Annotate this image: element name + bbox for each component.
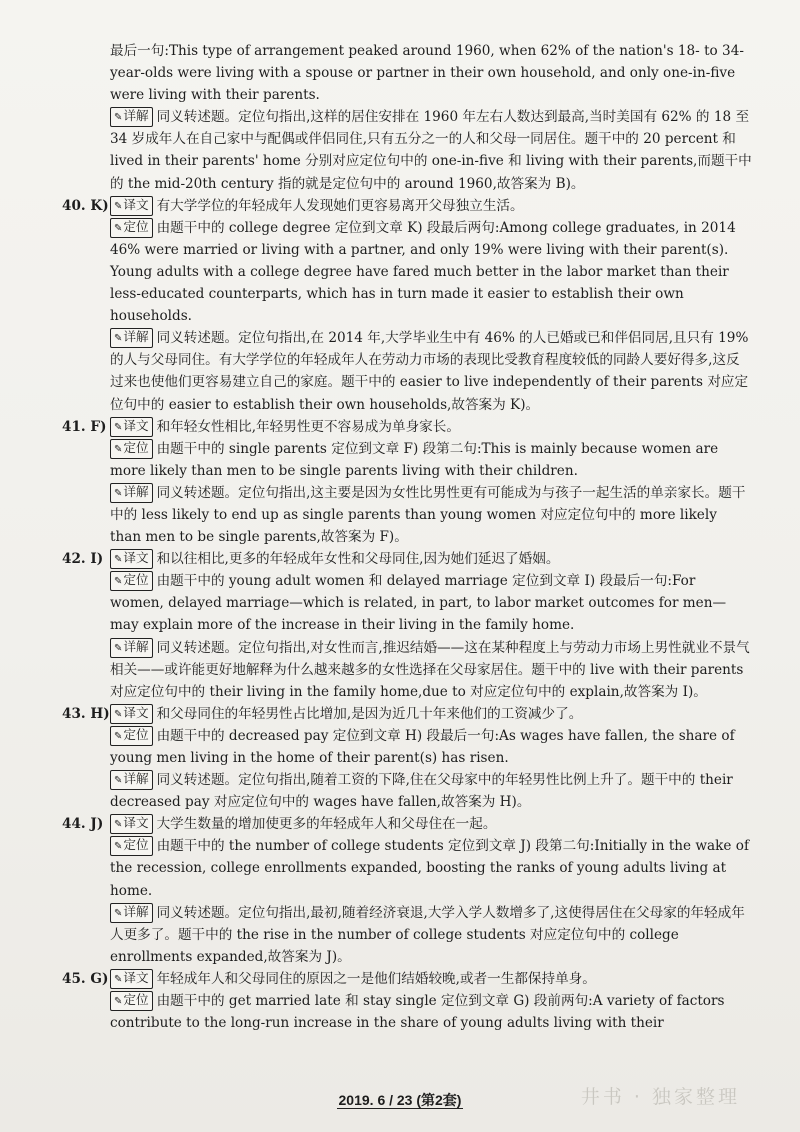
pen-icon: ✎ — [114, 841, 123, 853]
answer-entry-43 — [62, 703, 752, 813]
page-content — [62, 40, 752, 1034]
locate-tag: ✎定位 — [110, 836, 153, 856]
question-number: 44. J) — [62, 816, 104, 833]
pen-icon: ✎ — [114, 973, 123, 985]
locate-text: 由题干中的 get married late 和 stay single 定位到文章 G) 段前两句:A variety of factors contribute to the long-run increase in the share of young adults living with their — [110, 993, 725, 1032]
explain-tag: ✎详解 — [110, 107, 153, 127]
translation-text: 和以往相比,更多的年轻成年女性和父母同住,因为她们延迟了婚姻。 — [156, 551, 560, 568]
explain-tag: ✎详解 — [110, 328, 153, 348]
explain-text: 同义转述题。定位句指出,在 2014 年,大学毕业生中有 46% 的人已婚或已和伴侣同居,且只有 19% 的人与父母同住。有大学学位的年轻成年人在劳动力市场的表现比受教育程度较低的同龄人要好得多,这反过来也使他们更容易建立自己的家庭。题干中的 easier to live independently of their parents 对应定位句中的 easier to establish their own households,故答案为 K)。 — [110, 330, 749, 413]
question-number: 42. I) — [62, 551, 104, 568]
pen-icon: ✎ — [114, 708, 123, 720]
locate-text: 由题干中的 decreased pay 定位到文章 H) 段最后一句:As wages have fallen, the share of young men living in the home of their parent(s) has risen. — [110, 727, 735, 766]
explain-text: 同义转述题。定位句指出,随着工资的下降,住在父母家中的年轻男性比例上升了。题干中的 their decreased pay 对应定位句中的 wages have fallen,故答案为 H)。 — [110, 772, 733, 811]
translation-tag: ✎译文 — [110, 969, 153, 989]
translation-block — [110, 195, 752, 217]
answer-entry-44 — [62, 813, 752, 968]
explain-block — [110, 637, 752, 703]
pen-icon: ✎ — [114, 819, 123, 831]
explain-tag: ✎详解 — [110, 638, 153, 658]
translation-tag: ✎译文 — [110, 704, 153, 724]
pen-icon: ✎ — [114, 421, 123, 433]
translation-text: 和年轻女性相比,年轻男性更不容易成为单身家长。 — [156, 418, 460, 435]
explain-text: 同义转述题。定位句指出,这主要是因为女性比男性更有可能成为与孩子一起生活的单亲家长。题干中的 less likely to end up as single parents than young women 对应定位句中的 more likely than men to be single parents,故答案为 F)。 — [110, 484, 746, 546]
explain-block — [110, 106, 752, 194]
locate-text: 由题干中的 college degree 定位到文章 K) 段最后两句:Among college graduates, in 2014 46% were married or living with a partner, and only 19% were living with their parent(s). Young adults with a college degree have fared much better in the labor market than their less-educated counterparts, which has in turn made it easier to establish their own households. — [110, 219, 736, 325]
question-number: 45. G) — [62, 970, 109, 987]
explain-block — [110, 902, 752, 968]
locate-tag: ✎定位 — [110, 218, 153, 238]
translation-block — [110, 968, 752, 990]
pen-icon: ✎ — [114, 443, 123, 455]
locate-text: 由题干中的 the number of college students 定位到文章 J) 段第二句:Initially in the wake of the recession, college enrollments expanded, boosting the ranks of young adults living at home. — [110, 838, 749, 899]
locate-block — [110, 725, 752, 769]
locate-text: 由题干中的 single parents 定位到文章 F) 段第二句:This is mainly because women are more likely than men to be single parents living with their children. — [110, 440, 719, 479]
explain-block — [110, 327, 752, 415]
translation-block — [110, 548, 752, 570]
translation-tag: ✎译文 — [110, 196, 153, 216]
question-number: 40. K) — [62, 197, 109, 214]
pen-icon: ✎ — [114, 775, 123, 787]
pen-icon: ✎ — [114, 487, 123, 499]
footer-page-number: 2019. 6 / 23 (第2套) — [338, 1092, 462, 1108]
answer-entry-42 — [62, 548, 752, 703]
translation-tag: ✎译文 — [110, 417, 153, 437]
explain-text: 同义转述题。定位句指出,这样的居住安排在 1960 年左右人数达到最高,当时美国有 62% 的 18 至 34 岁成年人在自己家中与配偶或伴侣同住,只有五分之一的人和父母一同居住。题干中的 20 percent 和 lived in their parents' home 分别对应定位句中的 one-in-five 和 living with their parents,而题干中的 the mid-20th century 指的就是定位句中的 around 1960,故答案为 B)。 — [110, 109, 752, 192]
locate-text: 由题干中的 young adult women 和 delayed marriage 定位到文章 I) 段最后一句:For women, delayed marriage—which is related, in part, to labor market outcomes for men—may explain more of the increase in their living in the family home. — [110, 573, 727, 634]
translation-text: 大学生数量的增加使更多的年轻成年人和父母住在一起。 — [156, 816, 497, 833]
question-number: 41. F) — [62, 418, 107, 435]
pen-icon: ✎ — [114, 222, 123, 234]
locate-block — [110, 217, 752, 327]
explain-text: 同义转述题。定位句指出,最初,随着经济衰退,大学入学人数增多了,这使得居住在父母家的年轻成年人更多了。题干中的 the rise in the number of college students 对应定位句中的 college enrollments expanded,故答案为 J)。 — [110, 904, 745, 965]
explain-text: 同义转述题。定位句指出,对女性而言,推迟结婚——这在某种程度上与劳动力市场上男性就业不景气相关——或许能更好地解释为什么越来越多的女性选择在父母家居住。题干中的 live with their parents 对应定位句中的 their living in the family home,due to 对应定位句中的 explain,故答案为 I)。 — [110, 639, 750, 700]
explain-block — [110, 769, 752, 813]
pen-icon: ✎ — [114, 200, 123, 212]
locate-tag: ✎定位 — [110, 571, 153, 591]
translation-block — [110, 813, 752, 835]
pen-icon: ✎ — [114, 907, 123, 919]
translation-text: 和父母同住的年轻男性占比增加,是因为近几十年来他们的工资减少了。 — [156, 705, 583, 722]
translation-tag: ✎译文 — [110, 814, 153, 834]
translation-tag: ✎译文 — [110, 549, 153, 569]
locate-tag: ✎定位 — [110, 991, 153, 1011]
explain-tag: ✎详解 — [110, 903, 153, 923]
locate-tag: ✎定位 — [110, 439, 153, 459]
locate-block — [110, 990, 752, 1034]
locate-tag: ✎定位 — [110, 726, 153, 746]
translation-block — [110, 416, 752, 438]
pen-icon: ✎ — [114, 333, 123, 345]
explain-tag: ✎详解 — [110, 770, 153, 790]
question-number: 43. H) — [62, 705, 110, 722]
translation-text: 有大学学位的年轻成年人发现她们更容易离开父母独立生活。 — [156, 197, 524, 214]
explain-tag: ✎详解 — [110, 483, 153, 503]
pen-icon: ✎ — [114, 554, 123, 566]
answer-entry-45 — [62, 968, 752, 1034]
answer-entry-40 — [62, 195, 752, 416]
pen-icon: ✎ — [114, 642, 123, 654]
locate-block — [110, 438, 752, 482]
translation-block — [110, 703, 752, 725]
explain-block — [110, 482, 752, 548]
pen-icon: ✎ — [114, 996, 123, 1008]
locate-block — [110, 570, 752, 636]
locate-block — [110, 835, 752, 901]
watermark: 井书 · 独家整理 — [580, 1086, 740, 1108]
translation-text: 年轻成年人和父母同住的原因之一是他们结婚较晚,或者一生都保持单身。 — [156, 970, 596, 987]
answer-entry-41 — [62, 416, 752, 549]
pen-icon: ✎ — [114, 576, 123, 588]
pen-icon: ✎ — [114, 112, 123, 124]
pen-icon: ✎ — [114, 730, 123, 742]
locate-sentence: 最后一句:This type of arrangement peaked around 1960, when 62% of the nation's 18- to 34-year-olds were living with a spouse or partner in their own household, and only one-in-five were living with their parents. — [110, 43, 744, 104]
top-paragraph — [110, 40, 752, 195]
